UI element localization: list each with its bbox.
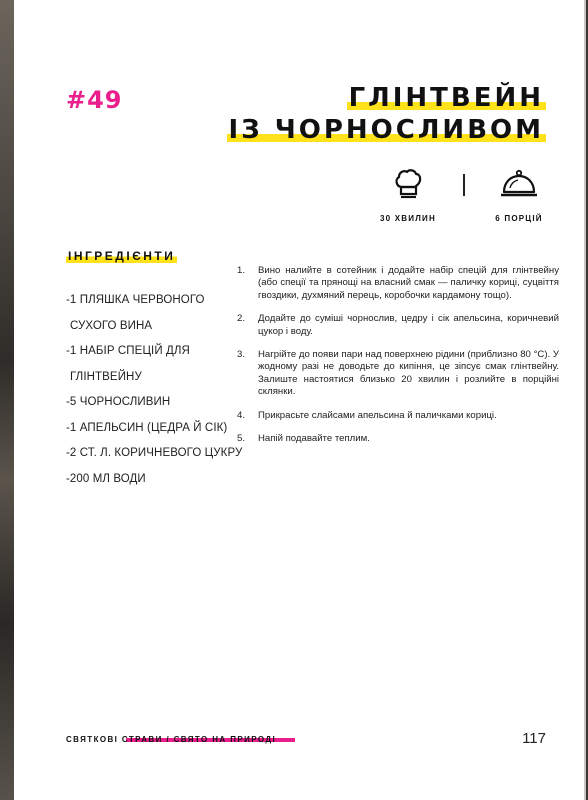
ingredient-item: ГЛІНТВЕЙНУ — [70, 370, 142, 383]
chef-hat-icon — [394, 168, 422, 200]
instruction-step — [237, 313, 559, 338]
step-text: Прикрасьте слайсами апельсина й паличками кориці. — [258, 409, 497, 421]
step-number: 3. — [237, 349, 246, 361]
recipe-number: #49 — [66, 86, 123, 114]
instruction-step — [237, 265, 559, 302]
title-line-1: ГЛІНТВЕЙН — [348, 83, 544, 113]
book-page — [14, 0, 586, 800]
recipe-title — [227, 82, 546, 146]
ingredient-item: СУХОГО ВИНА — [70, 319, 153, 332]
page-edge — [584, 0, 586, 800]
step-text: Вино налийте в сотейник і додайте набір спецій для глінтвейну (або спеції та прянощі на власний смак — паличку кориці, суцвіття гвоздики, духмяний перець, коробочки кардамону тощо). — [258, 265, 559, 301]
instructions-list — [237, 265, 559, 456]
instruction-step — [237, 410, 559, 422]
instruction-step — [237, 349, 559, 399]
step-text: Нагрійте до появи пари над поверхнею рідини (приблизно 80 °С). У жодному разі не доводьте до кипіння, це зіпсує смак глінтвейну. Залиште настоятися близько 20 хвилин і розлийте в порційні склянки. — [258, 349, 559, 398]
meta-divider — [463, 174, 465, 196]
ingredient-item: -2 СТ. Л. КОРИЧНЕВОГО ЦУКРУ — [66, 447, 243, 459]
page-number: 117 — [522, 730, 546, 747]
step-number: 1. — [237, 265, 246, 276]
ingredient-item: -200 МЛ ВОДИ — [66, 472, 146, 485]
step-number: 2. — [237, 313, 246, 325]
step-number: 4. — [237, 409, 246, 421]
cloche-icon — [500, 168, 538, 200]
step-text: Напій подавайте теплим. — [258, 433, 370, 445]
ingredient-item: -1 ПЛЯШКА ЧЕРВОНОГО — [66, 294, 205, 306]
step-text: Додайте до суміші чорнослив, цедру і сік апельсина, коричневий цукор і воду. — [258, 313, 559, 337]
title-line-2: ІЗ ЧОРНОСЛИВОМ — [228, 115, 544, 145]
portions — [486, 168, 552, 223]
instruction-step — [237, 433, 559, 445]
ingredients-heading: ІНГРЕДІЄНТИ — [68, 249, 176, 263]
portions-label: 6 ПОРЦІЙ — [495, 214, 543, 223]
ingredient-item: -1 АПЕЛЬСИН (ЦЕДРА Й СІК) — [66, 421, 228, 434]
section-breadcrumb: СВЯТКОВІ СТРАВИ / СВЯТО НА ПРИРОДІ — [66, 735, 277, 744]
ingredient-item: -5 ЧОРНОСЛИВИН — [66, 396, 171, 408]
cooking-time — [378, 168, 438, 223]
step-number: 5. — [237, 433, 246, 445]
ingredients-list — [66, 288, 242, 492]
cooking-time-label: 30 ХВИЛИН — [380, 214, 436, 223]
ingredient-item: -1 НАБІР СПЕЦІЙ ДЛЯ — [66, 345, 190, 357]
